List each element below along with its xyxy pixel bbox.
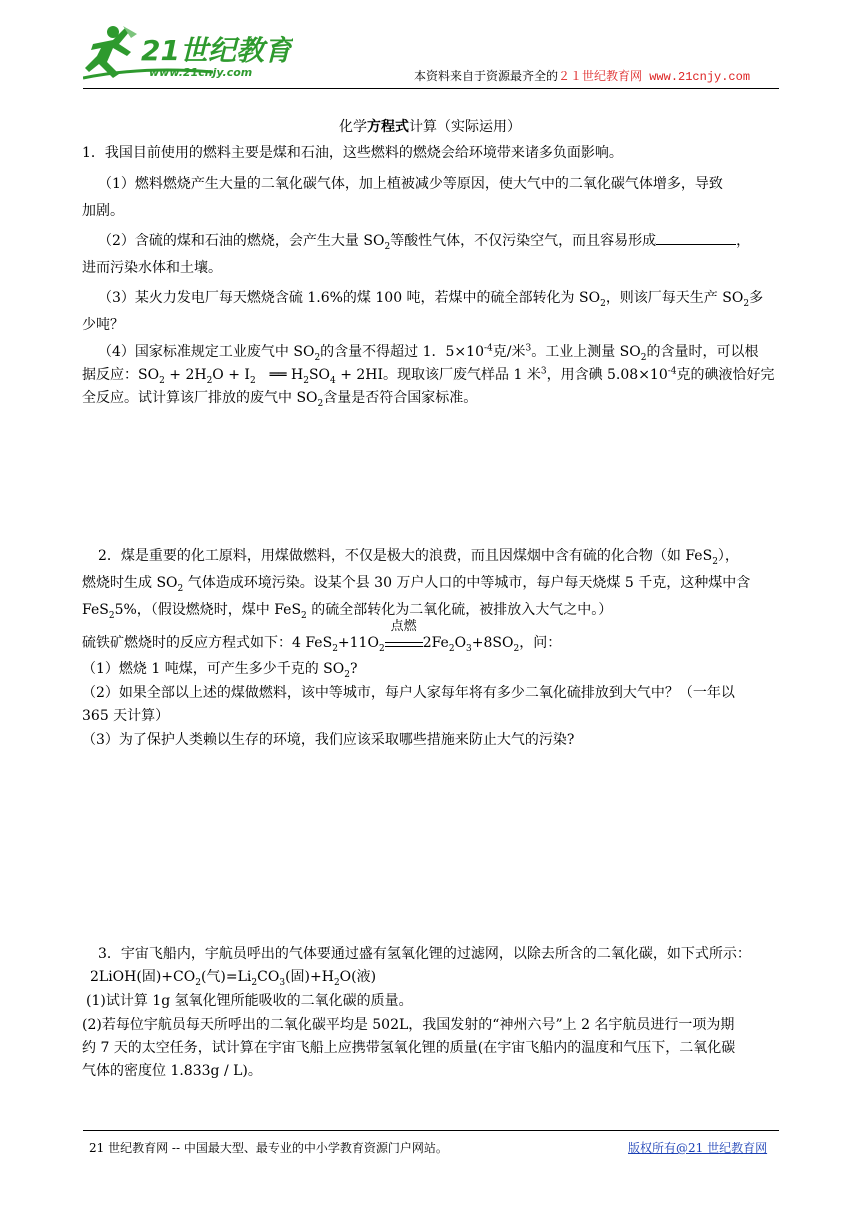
q3-intro: 3．宇宙飞船内，宇航员呼出的气体要通过盛有氢氧化锂的过滤网，以除去所含的二氧化碳，如下式所示： xyxy=(98,946,751,962)
q1-s3-line1: （3）某火力发电厂每天燃烧含硫 1.6%的煤 100 吨，若煤中的硫全部转化为 $SO_2$，则该厂每天生产 $SO_2$多 xyxy=(98,290,764,309)
logo xyxy=(83,22,293,88)
q1-s1-line2: 加剧。 xyxy=(82,203,124,219)
header-site-link[interactable]: ２１世纪教育网 www.21cnjy.com xyxy=(558,70,751,84)
header-note xyxy=(414,67,750,84)
footer-rule xyxy=(83,1130,779,1131)
q1-s4-line1: （4）国家标准规定工业废气中 $SO_2$的含量不得超过 1．$5\times 10^{-4}$克/米$^3$。工业上测量 $SO_2$的含量时，可以根 xyxy=(98,343,759,363)
q3-s2-line3: 气体的密度位 1.833g / L)。 xyxy=(82,1063,262,1079)
q2-s1: （1）燃烧 1 吨煤，可产生多少千克的 $SO_2$? xyxy=(82,661,358,680)
footer-text: 21 世纪教育网 -- 中国最大型、最专业的中小学教育资源门户网站。 xyxy=(89,1141,448,1155)
header-note-prefix: 本资料来自于资源最齐全的 xyxy=(414,69,559,83)
q1-s4-line2: 据反应：$SO_2 + 2H_2O + I_2$ ══ $H_2SO_4 + 2HI$。现取该厂废气样品 1 米$^3$，用含碘 $5.08\times 10^{-4}$克的碘液恰好完 xyxy=(82,366,775,386)
reaction-condition: 点燃 xyxy=(385,634,423,647)
q1-s3-line2: 少吨？ xyxy=(82,317,124,333)
logo-url: www.21cnjy.com xyxy=(149,66,253,79)
q1-s1-line1: （1）燃料燃烧产生大量的二氧化碳气体，加上植被减少等原因，使大气中的二氧化碳气体增多，导致 xyxy=(98,176,723,192)
q2-line2: 燃烧时生成 $SO_2$ 气体造成环境污染。设某个县 30 万户人口的中等城市，每户每天烧煤 5 千克，这种煤中含 xyxy=(82,575,751,594)
q3-s2-line2: 约 7 天的太空任务，试计算在宇宙飞船上应携带氢氧化锂的质量(在宇宙飞船内的温度和气压下，二氧化碳 xyxy=(82,1040,736,1056)
page-title: 化学方程式计算（实际运用） xyxy=(339,119,521,135)
header-rule xyxy=(83,88,779,89)
logo-text: 21世纪教育 xyxy=(141,34,292,67)
q2-s3: （3）为了保护人类赖以生存的环境，我们应该采取哪些措施来防止大气的污染? xyxy=(82,732,575,748)
q1-s2-line1: （2）含硫的煤和石油的燃烧，会产生大量 $SO_2$等酸性气体，不仅污染空气，而且容易形成 ， xyxy=(98,233,751,252)
q3-equation: 2LiOH(固)$+CO_2$(气)$=Li_2CO_3$(固)$+H_2O$(液) xyxy=(90,969,377,988)
footer-copyright-link[interactable]: 版权所有@21 世纪教育网 xyxy=(628,1141,768,1155)
q2-line1: 2．煤是重要的化工原料，用煤做燃料，不仅是极大的浪费，而且因煤烟中含有硫的化合物（如 FeS$_2$）， xyxy=(98,548,739,567)
q3-s1: (1)试计算 1g 氢氧化锂所能吸收的二氧化碳的质量。 xyxy=(86,993,413,1009)
q2-s2-line2: 365 天计算） xyxy=(82,708,170,724)
answer-blank[interactable] xyxy=(656,232,736,245)
q2-equation: 硫铁矿燃烧时的反应方程式如下：4 $FeS_2+11O_2$ 点燃 $2Fe_2O_3+8SO_2$，问： xyxy=(82,619,562,654)
q3-s2-line1: (2)若每位宇航员每天所呼出的二氧化碳平均是 502L，我国发射的“神州六号”上 2 名宇航员进行一项为期 xyxy=(82,1017,735,1033)
q1-s4-line3: 全反应。试计算该厂排放的废气中 $SO_2$含量是否符合国家标准。 xyxy=(82,390,478,409)
q2-line3: FeS$_2$5%，（假设燃烧时，煤中 FeS$_2$ 的硫全部转化为二氧化硫，被排放入大气之中。） xyxy=(82,602,613,621)
q1-s2-line2: 进而污染水体和土壤。 xyxy=(82,260,222,276)
q2-s2-line1: （2）如果全部以上述的煤做燃料，该中等城市，每户人家每年将有多少二氧化硫排放到大气中？（一年以 xyxy=(82,685,735,701)
q1-intro: 1．我国目前使用的燃料主要是煤和石油，这些燃料的燃烧会给环境带来诸多负面影响。 xyxy=(82,145,623,161)
